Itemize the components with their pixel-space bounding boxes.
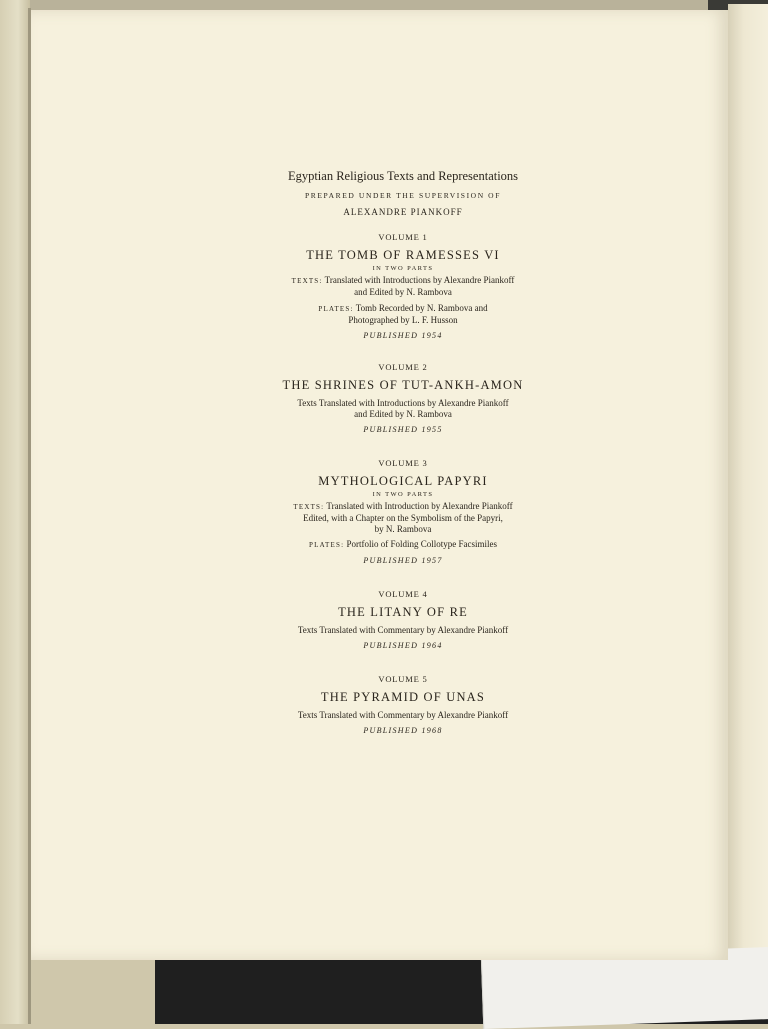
volume-2 — [233, 362, 573, 435]
credit-line-1: Texts Translated with Commentary by Alexandre Piankoff — [297, 625, 509, 635]
credit-line-1: Texts Translated with Introductions by Alexandre Piankoff — [297, 398, 509, 408]
texts-line-3: by N. Rambova — [374, 524, 432, 534]
volume-label: VOLUME 3 — [378, 458, 428, 468]
publication-year: PUBLISHED 1964 — [363, 641, 443, 650]
plates-line-1: Portfolio of Folding Collotype Facsimiles — [346, 539, 497, 549]
credit-line-1: Texts Translated with Commentary by Alexandre Piankoff — [297, 710, 509, 720]
publication-year: PUBLISHED 1968 — [363, 726, 443, 735]
volume-parts: IN TWO PARTS — [372, 491, 434, 498]
volume-title: THE PYRAMID OF UNAS — [320, 690, 486, 704]
book-cover-left-edge — [0, 0, 30, 1024]
next-page-edge — [728, 4, 768, 964]
volume-parts: IN TWO PARTS — [372, 265, 434, 272]
texts-credit — [233, 625, 573, 636]
texts-credit — [233, 501, 573, 535]
volume-title: THE LITANY OF RE — [338, 605, 468, 619]
texts-line-1: Translated with Introductions by Alexandre Piankoff — [324, 275, 515, 285]
plates-line-1: Tomb Recorded by N. Rambova and — [355, 303, 488, 313]
texts-credit — [233, 275, 573, 298]
credit-line-2: and Edited by N. Rambova — [354, 409, 452, 419]
texts-label: TEXTS: — [291, 277, 323, 285]
series-title: Egyptian Religious Texts and Representations — [287, 169, 519, 183]
volume-label: VOLUME 5 — [378, 674, 428, 684]
book-top-edge — [0, 0, 768, 10]
plates-credit — [233, 303, 573, 326]
texts-credit — [233, 710, 573, 721]
plates-credit — [233, 539, 573, 551]
volume-title: THE TOMB OF RAMESSES VI — [306, 248, 500, 262]
texts-label: TEXTS: — [293, 503, 325, 511]
volume-3 — [233, 458, 573, 566]
page-content — [233, 168, 573, 736]
series-editor: ALEXANDRE PIANKOFF — [343, 207, 463, 217]
volume-4 — [233, 589, 573, 651]
texts-line-2: Edited, with a Chapter on the Symbolism of the Papyri, — [303, 513, 503, 523]
volume-1 — [233, 232, 573, 341]
publication-year: PUBLISHED 1957 — [363, 556, 443, 565]
texts-credit — [233, 398, 573, 420]
volume-5 — [233, 674, 573, 736]
texts-line-2: and Edited by N. Rambova — [354, 287, 452, 297]
plates-line-2: Photographed by L. F. Husson — [348, 315, 458, 325]
volume-title: THE SHRINES OF TUT-ANKH-AMON — [282, 378, 524, 392]
volume-label: VOLUME 1 — [378, 232, 428, 242]
plates-label: PLATES: — [309, 541, 345, 549]
volume-label: VOLUME 2 — [378, 362, 428, 372]
texts-line-1: Translated with Introduction by Alexandre Piankoff — [326, 501, 513, 511]
publication-year: PUBLISHED 1955 — [363, 425, 443, 434]
plates-label: PLATES: — [318, 305, 354, 313]
publication-year: PUBLISHED 1954 — [363, 331, 443, 340]
volume-label: VOLUME 4 — [378, 589, 428, 599]
volume-title: MYTHOLOGICAL PAPYRI — [318, 474, 488, 488]
supervision-line: PREPARED UNDER THE SUPERVISION OF — [305, 191, 501, 200]
